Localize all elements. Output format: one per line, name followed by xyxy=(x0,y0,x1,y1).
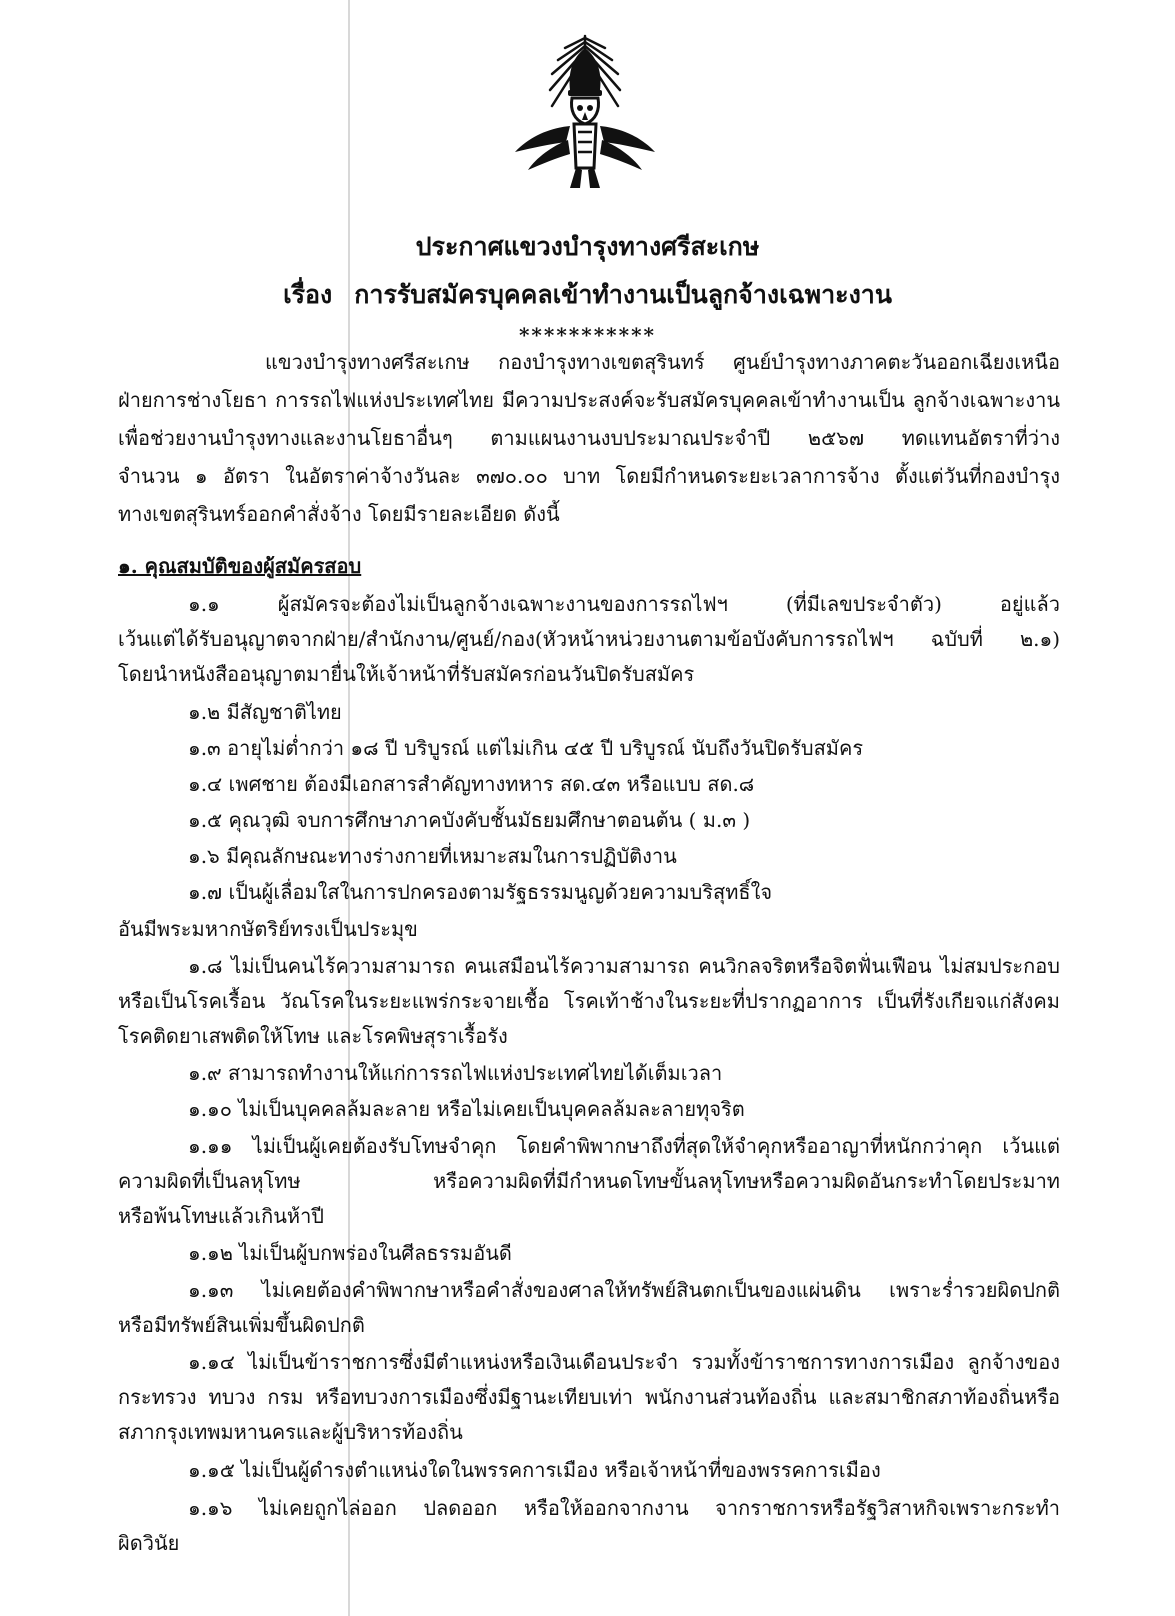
qualification-line: หรือพ้นโทษแล้วเกินห้าปี xyxy=(118,1204,325,1228)
qualification-line: ความผิดที่เป็นลหุโทษ หรือความผิดที่มีกำหนดโทษขั้นลหุโทษหรือความผิดอันกระทำโดยประมาท xyxy=(118,1169,1060,1193)
title-separator-stars: *********** xyxy=(518,323,657,347)
intro-line: แขวงบำรุงทางศรีสะเกษ กองบำรุงทางเขตสุรินทร์ ศูนย์บำรุงทางภาคตะวันออกเฉียงเหนือ xyxy=(265,350,1060,374)
announcement-title: ประกาศแขวงบำรุงทางศรีสะเกษ xyxy=(415,232,760,261)
qualification-line: โรคติดยาเสพติดให้โทษ และโรคพิษสุราเรื้อรัง xyxy=(118,1024,508,1048)
qualification-line: ๑.๓ อายุไม่ต่ำกว่า ๑๘ ปี บริบูรณ์ แต่ไม่เกิน ๔๕ ปี บริบูรณ์ นับถึงวันปิดรับสมัคร xyxy=(188,736,864,760)
qualification-line: ๑.๑๒ ไม่เป็นผู้บกพร่องในศีลธรรมอันดี xyxy=(188,1241,512,1265)
garuda-crown-emblem-icon xyxy=(510,28,660,198)
qualification-line: ๑.๔ เพศชาย ต้องมีเอกสารสำคัญทางทหาร สด.๔๓ หรือแบบ สด.๘ xyxy=(188,772,755,796)
qualification-line: ๑.๑ ผู้สมัครจะต้องไม่เป็นลูกจ้างเฉพาะงานของการรถไฟฯ (ที่มีเลขประจำตัว) อยู่แล้ว xyxy=(188,592,1060,616)
qualification-line: ๑.๑๓ ไม่เคยต้องคำพิพากษาหรือคำสั่งของศาลให้ทรัพย์สินตกเป็นของแผ่นดิน เพราะร่ำรวยผิดปกติ xyxy=(188,1278,1060,1302)
qualification-line: หรือเป็นโรคเรื้อน วัณโรคในระยะแพร่กระจายเชื้อ โรคเท้าช้างในระยะที่ปรากฏอาการ เป็นที่รังเกียจแก่สังคม xyxy=(118,989,1060,1013)
subject-text: การรับสมัครบุคคลเข้าทำงานเป็นลูกจ้างเฉพาะงาน xyxy=(354,280,892,309)
qualification-line: ๑.๘ ไม่เป็นคนไร้ความสามารถ คนเสมือนไร้ความสามารถ คนวิกลจริตหรือจิตฟั่นเฟือน ไม่สมประกอบ xyxy=(188,954,1060,978)
qualification-line: หรือมีทรัพย์สินเพิ่มขึ้นผิดปกติ xyxy=(118,1313,365,1337)
qualification-line: ๑.๑๔ ไม่เป็นข้าราชการซึ่งมีตำแหน่งหรือเงินเดือนประจำ รวมทั้งข้าราชการทางการเมือง ลูกจ้างของ xyxy=(188,1350,1060,1374)
qualification-line: เว้นแต่ได้รับอนุญาตจากฝ่าย/สำนักงาน/ศูนย์/กอง(หัวหน้าหน่วยงานตามข้อบังคับการรถไฟฯ ฉบับที่ ๒.๑) xyxy=(118,627,1060,651)
qualification-line: ๑.๗ เป็นผู้เลื่อมใสในการปกครองตามรัฐธรรมนูญด้วยความบริสุทธิ์ใจ xyxy=(188,880,773,904)
qualification-line: ๑.๑๖ ไม่เคยถูกไล่ออก ปลดออก หรือให้ออกจากงาน จากราชการหรือรัฐวิสาหกิจเพราะกระทำ xyxy=(188,1496,1060,1520)
intro-line: เพื่อช่วยงานบำรุงทางและงานโยธาอื่นๆ ตามแผนงานงบประมาณประจำปี ๒๕๖๗ ทดแทนอัตราที่ว่าง xyxy=(118,426,1060,450)
intro-line: ทางเขตสุรินทร์ออกคำสั่งจ้าง โดยมีรายละเอียด ดังนี้ xyxy=(118,502,560,526)
qualification-line: ๑.๑๐ ไม่เป็นบุคคลล้มละลาย หรือไม่เคยเป็นบุคคลล้มละลายทุจริต xyxy=(188,1097,745,1121)
qualification-line: ๑.๙ สามารถทำงานให้แก่การรถไฟแห่งประเทศไทยได้เต็มเวลา xyxy=(188,1061,723,1085)
subject-label: เรื่อง xyxy=(283,280,333,309)
qualification-line: ๑.๑๑ ไม่เป็นผู้เคยต้องรับโทษจำคุก โดยคำพิพากษาถึงที่สุดให้จำคุกหรืออาญาที่หนักกว่าคุก เว้นแต่ xyxy=(188,1134,1060,1158)
qualification-line: ๑.๑๕ ไม่เป็นผู้ดำรงตำแหน่งใดในพรรคการเมือง หรือเจ้าหน้าที่ของพรรคการเมือง xyxy=(188,1458,881,1482)
announcement-subject-line xyxy=(0,278,1175,312)
qualification-line: อันมีพระมหากษัตริย์ทรงเป็นประมุข xyxy=(118,917,418,941)
intro-line: จำนวน ๑ อัตรา ในอัตราค่าจ้างวันละ ๓๗๐.๐๐ บาท โดยมีกำหนดระยะเวลาการจ้าง ตั้งแต่วันที่กองบำรุง xyxy=(118,464,1060,488)
qualification-line: สภากรุงเทพมหานครและผู้บริหารท้องถิ่น xyxy=(118,1420,463,1444)
intro-line: ฝ่ายการช่างโยธา การรถไฟแห่งประเทศไทย มีความประสงค์จะรับสมัครบุคคลเข้าทำงานเป็น ลูกจ้างเฉพาะงาน xyxy=(118,388,1060,412)
qualification-line: ๑.๒ มีสัญชาติไทย xyxy=(188,700,342,724)
qualification-line: ๑.๕ คุณวุฒิ จบการศึกษาภาคบังคับชั้นมัธยมศึกษาตอนต้น ( ม.๓ ) xyxy=(188,808,751,832)
qualification-line: โดยนำหนังสืออนุญาตมายื่นให้เจ้าหน้าที่รับสมัครก่อนวันปิดรับสมัคร xyxy=(118,662,695,686)
section-heading: ๑. คุณสมบัติของผู้สมัครสอบ xyxy=(118,554,362,578)
qualification-line: ๑.๖ มีคุณลักษณะทางร่างกายที่เหมาะสมในการปฏิบัติงาน xyxy=(188,844,677,868)
qualification-line: ผิดวินัย xyxy=(118,1531,180,1555)
qualification-line: กระทรวง ทบวง กรม หรือทบวงการเมืองซึ่งมีฐานะเทียบเท่า พนักงานส่วนท้องถิ่น และสมาชิกสภาท้องถิ่นหรือ xyxy=(118,1385,1060,1409)
